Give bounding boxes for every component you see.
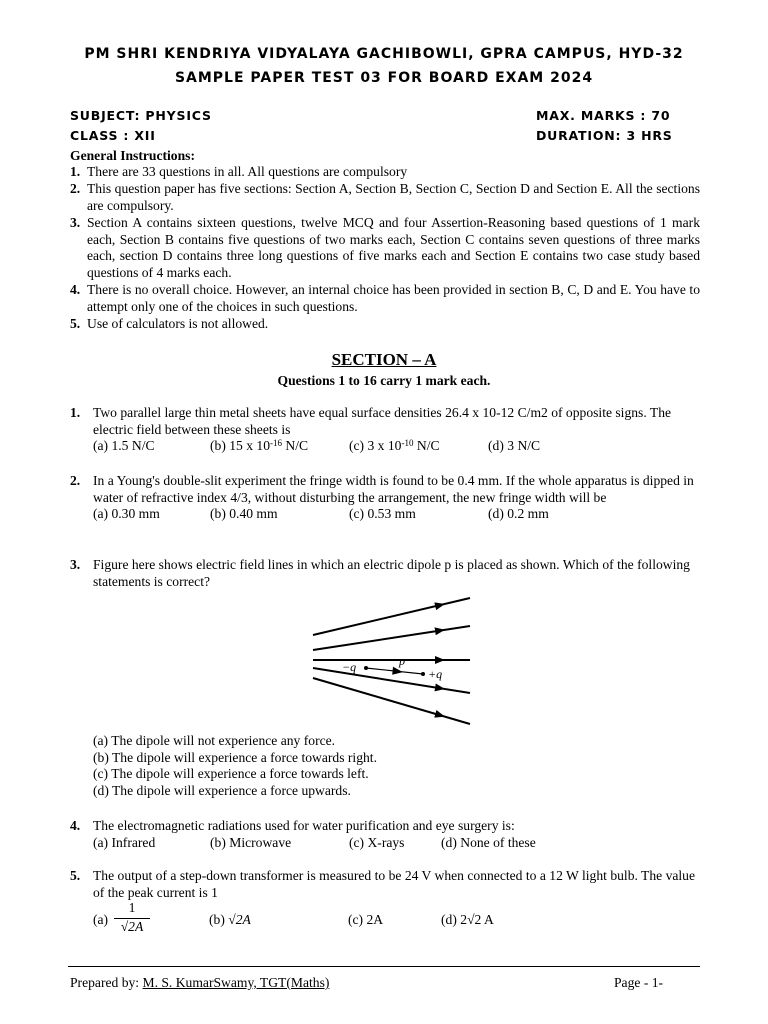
author-name: M. S. KumarSwamy, TGT(Maths) bbox=[142, 975, 330, 990]
question-4 bbox=[70, 818, 700, 852]
answer-options bbox=[93, 506, 700, 523]
instruction-text: Use of calculators is not allowed. bbox=[87, 316, 269, 331]
question-text: In a Young's double-slit experiment the fringe width is found to be 0.4 mm. If the whole apparatus is dipped in water of refractive index 4/3, without disturbing the arrangement, the new fringe width will be bbox=[93, 473, 694, 505]
q5-option-c: (c) 2A bbox=[348, 912, 384, 927]
instruction-item bbox=[70, 282, 700, 315]
instruction-item bbox=[70, 181, 700, 214]
option-a: (a) 0.30 mm bbox=[93, 506, 160, 522]
answer-options bbox=[93, 835, 700, 852]
q5-option-b: (b) √2A bbox=[209, 912, 251, 927]
question-text: The electromagnetic radiations used for water purification and eye surgery is: bbox=[93, 818, 515, 833]
instruction-text: There is no overall choice. However, an internal choice has been provided in section B, C, D and E. You have to attempt only one of the choices in such questions. bbox=[87, 282, 700, 314]
question-3 bbox=[70, 557, 700, 590]
option-d: (d) The dipole will experience a force upwards. bbox=[93, 782, 351, 798]
dipole bbox=[364, 666, 425, 676]
class: CLASS : XII bbox=[70, 128, 156, 143]
question-number: 3. bbox=[70, 557, 81, 572]
question-text: Two parallel large thin metal sheets have equal surface densities 26.4 x 10-12 C/m2 of opposite signs. The electric field between these sheets is bbox=[93, 405, 672, 437]
option-c: (c) 3 x $10^{-10}$ N/C bbox=[349, 438, 440, 454]
q5-option-a-label: (a) bbox=[93, 912, 109, 927]
question-3-options bbox=[70, 733, 700, 799]
instruction-number: 5. bbox=[70, 316, 81, 331]
option-b: (b) Microwave bbox=[210, 834, 292, 850]
pos-charge-label: +q bbox=[428, 667, 443, 681]
dipole-arrow bbox=[392, 667, 403, 675]
option-c: (c) The dipole will experience a force towards left. bbox=[93, 766, 369, 782]
option-b: (b) The dipole will experience a force towards right. bbox=[93, 749, 377, 765]
instruction-item bbox=[70, 316, 700, 333]
duration: DURATION: 3 HRS bbox=[536, 128, 673, 143]
option-d: (d) 0.2 mm bbox=[488, 506, 549, 522]
page-number: Page - 1- bbox=[614, 975, 664, 990]
instruction-text: This question paper has five sections: Section A, Section B, Section C, Section D and Section E. All the sections are compulsory. bbox=[87, 181, 700, 213]
option-b: (b) 0.40 mm bbox=[210, 506, 278, 522]
q5-option-a-fraction bbox=[114, 900, 150, 935]
question-text: Figure here shows electric field lines in which an electric dipole p is placed as shown. Which of the following statements is correct? bbox=[93, 557, 690, 589]
option-a: (a) Infrared bbox=[93, 834, 156, 850]
dipole-label: p bbox=[399, 654, 405, 668]
instruction-number: 3. bbox=[70, 215, 81, 230]
neg-charge-label: −q bbox=[342, 660, 357, 674]
option-a: (a) The dipole will not experience any force. bbox=[93, 733, 336, 748]
fraction-numerator: 1 bbox=[114, 900, 150, 919]
fraction-denominator: √2A bbox=[120, 918, 144, 934]
instruction-item bbox=[70, 164, 700, 181]
instruction-text: There are 33 questions in all. All questions are compulsory bbox=[87, 164, 408, 179]
q5-option-d: (d) 2√2 A bbox=[441, 912, 494, 927]
instruction-text: Section A contains sixteen questions, twelve MCQ and four Assertion-Reasoning based questions of 1 mark each, Section B contains five questions of two marks each, Section C contains seven questions of three marks each, section D contains three long questions of five marks each and Section E contains two case study based questions of 4 marks each. bbox=[87, 215, 700, 280]
subject: SUBJECT: PHYSICS bbox=[70, 108, 212, 123]
school-title: PM SHRI KENDRIYA VIDYALAYA GACHIBOWLI, GPRA CAMPUS, HYD-32 bbox=[84, 46, 684, 62]
answer-options bbox=[93, 438, 700, 455]
max-marks: MAX. MARKS : 70 bbox=[536, 108, 671, 123]
option-b: (b) 15 x $10^{-16}$ N/C bbox=[210, 438, 309, 454]
option-d: (d) None of these bbox=[441, 834, 536, 850]
question-number: 1. bbox=[70, 405, 81, 420]
instruction-number: 2. bbox=[70, 181, 81, 196]
question-5 bbox=[70, 868, 700, 901]
question-2 bbox=[70, 473, 700, 523]
option-c: (c) X-rays bbox=[349, 834, 405, 850]
question-number: 5. bbox=[70, 868, 81, 883]
option-a: (a) 1.5 N/C bbox=[93, 438, 155, 454]
instruction-item bbox=[70, 215, 700, 281]
field-line bbox=[313, 668, 470, 693]
instructions-title: General Instructions: bbox=[70, 148, 195, 163]
option-c: (c) 0.53 mm bbox=[349, 506, 416, 522]
question-number: 2. bbox=[70, 473, 81, 488]
instruction-number: 1. bbox=[70, 164, 81, 179]
instruction-number: 4. bbox=[70, 282, 81, 297]
footer-prepared-by: Prepared by: M. S. KumarSwamy, TGT(Maths) bbox=[70, 975, 330, 990]
field-line bbox=[313, 678, 470, 724]
question-text: The output of a step-down transformer is measured to be 24 V when connected to a 12 W light bulb. The value of the peak current is 1 bbox=[93, 868, 696, 900]
section-title: SECTION – A bbox=[331, 350, 437, 369]
dipole-field-figure bbox=[305, 588, 485, 730]
exam-title: SAMPLE PAPER TEST 03 FOR BOARD EXAM 2024 bbox=[174, 70, 594, 86]
footer-rule bbox=[68, 966, 700, 967]
section-subtitle: Questions 1 to 16 carry 1 mark each. bbox=[277, 373, 491, 388]
option-d: (d) 3 N/C bbox=[488, 438, 541, 454]
question-number: 4. bbox=[70, 818, 81, 833]
question-1 bbox=[70, 405, 700, 455]
